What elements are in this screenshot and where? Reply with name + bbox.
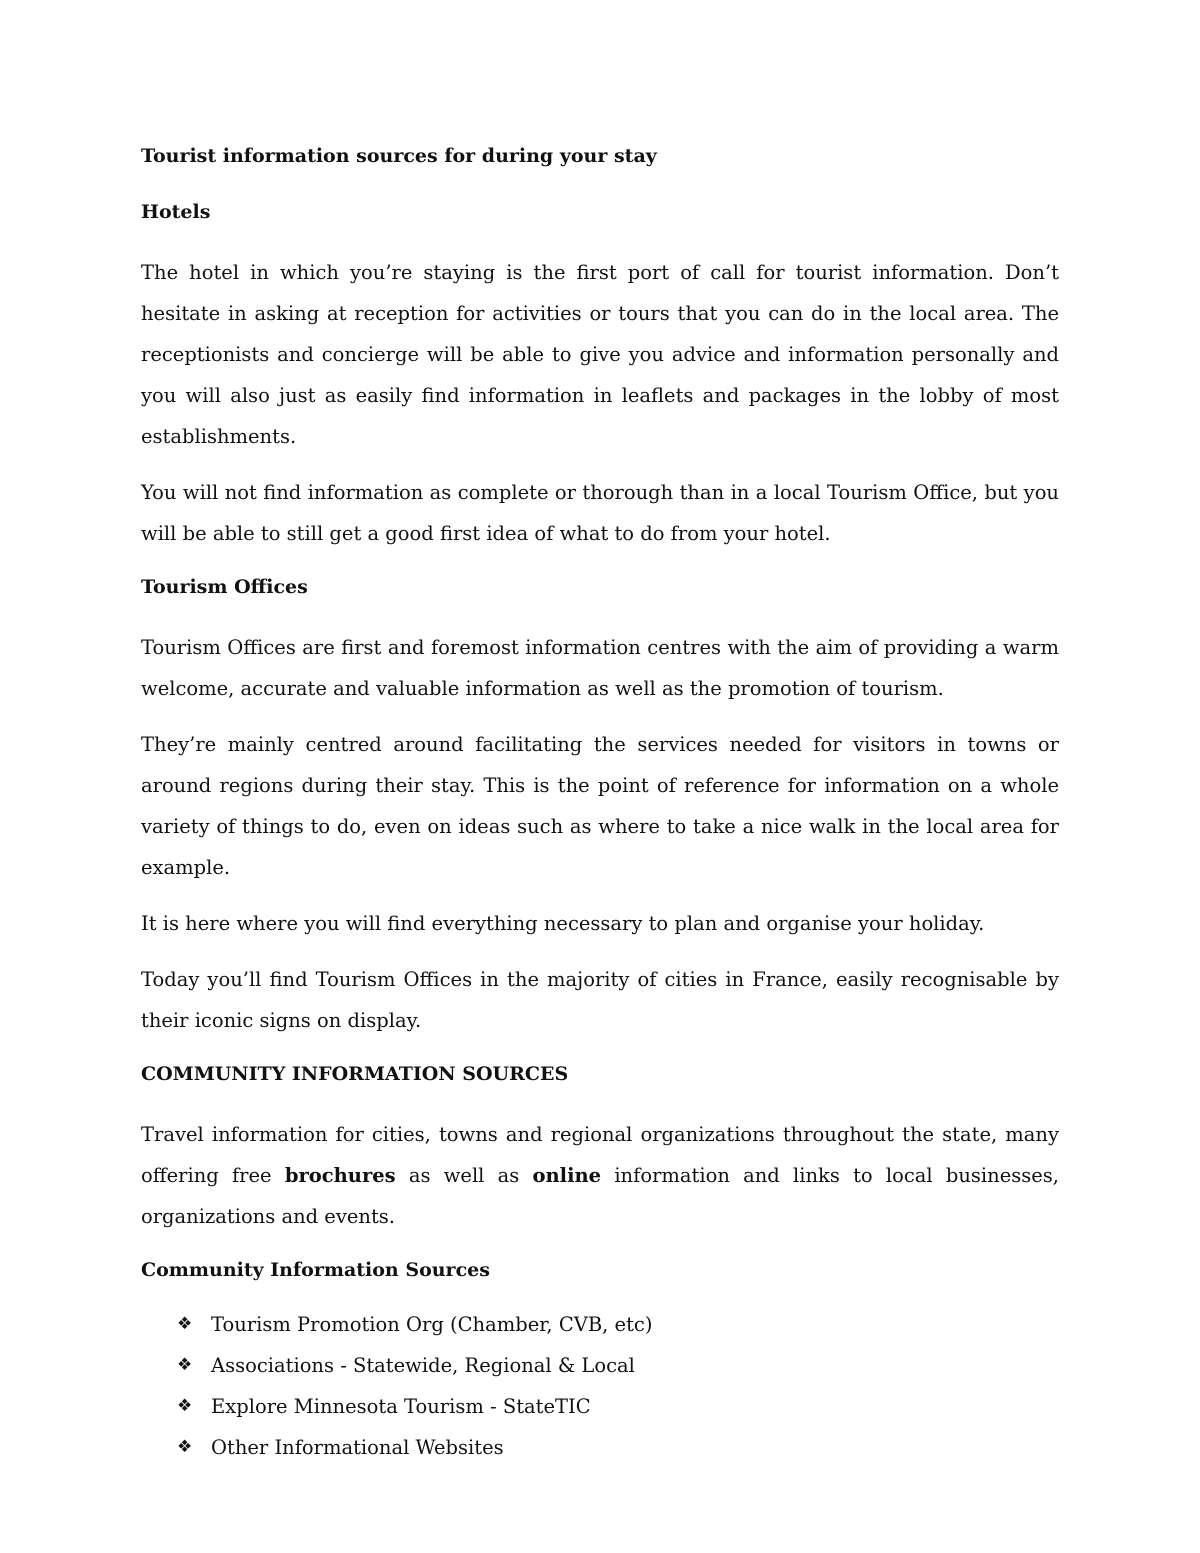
- diamond-bullet-icon: ❖: [177, 1396, 193, 1416]
- hotels-paragraph-2: You will not find information as complete or thorough than in a local Tourism Office, but you will be able to still get a good first idea of what to do from your hotel.: [141, 481, 1059, 545]
- hotels-paragraph-1: The hotel in which you’re staying is the first port of call for tourist information. Don’t hesitate in asking at reception for activities or tours that you can do in the local area. The receptionists and concierge will be able to give you advice and information personally and you will also just as easily find information in leaflets and packages in the lobby of most establishments.: [141, 261, 1059, 448]
- community-paragraph: [141, 1114, 1059, 1237]
- brochures-bold-text: brochures: [284, 1164, 396, 1187]
- offices-paragraph-4: Today you’ll find Tourism Offices in the majority of cities in France, easily recognisable by their iconic signs on display.: [141, 968, 1059, 1032]
- community-text-part-1: Travel information for cities, towns and regional organizations throughout the state, many offering free: [141, 1123, 1059, 1187]
- list-item-label: Explore Minnesota Tourism - StateTIC: [211, 1395, 591, 1418]
- document-page: [141, 140, 1059, 1468]
- offices-paragraph-3: It is here where you will find everything necessary to plan and organise your holiday.: [141, 912, 985, 935]
- diamond-bullet-icon: ❖: [177, 1314, 193, 1334]
- online-bold-text: online: [532, 1164, 602, 1187]
- list-item-label: Other Informational Websites: [211, 1436, 504, 1459]
- community-text-part-3: information and links to local businesses, organizations and events.: [141, 1164, 1060, 1228]
- list-item: [177, 1345, 1059, 1386]
- list-item: [177, 1304, 1059, 1345]
- section-heading-community: COMMUNITY INFORMATION SOURCES: [141, 1063, 569, 1085]
- section-heading-hotels: Hotels: [141, 201, 211, 223]
- list-item-label: Tourism Promotion Org (Chamber, CVB, etc): [211, 1313, 653, 1336]
- list-item: [177, 1386, 1059, 1427]
- list-heading-community-sources: Community Information Sources: [141, 1259, 490, 1281]
- list-item: [177, 1427, 1059, 1468]
- community-text-part-2: as well as: [395, 1164, 533, 1187]
- community-sources-list: [141, 1304, 1059, 1468]
- section-heading-tourism-offices: Tourism Offices: [141, 576, 308, 598]
- offices-paragraph-2: They’re mainly centred around facilitating the services needed for visitors in towns or around regions during their stay. This is the point of reference for information on a whole variety of things to do, even on ideas such as where to take a nice walk in the local area for example.: [141, 733, 1059, 879]
- diamond-bullet-icon: ❖: [177, 1355, 193, 1375]
- offices-paragraph-1: Tourism Offices are first and foremost information centres with the aim of providing a warm welcome, accurate and valuable information as well as the promotion of tourism.: [141, 636, 1059, 700]
- document-title: Tourist information sources for during your stay: [141, 145, 657, 167]
- diamond-bullet-icon: ❖: [177, 1437, 193, 1457]
- list-item-label: Associations - Statewide, Regional & Local: [211, 1354, 635, 1377]
